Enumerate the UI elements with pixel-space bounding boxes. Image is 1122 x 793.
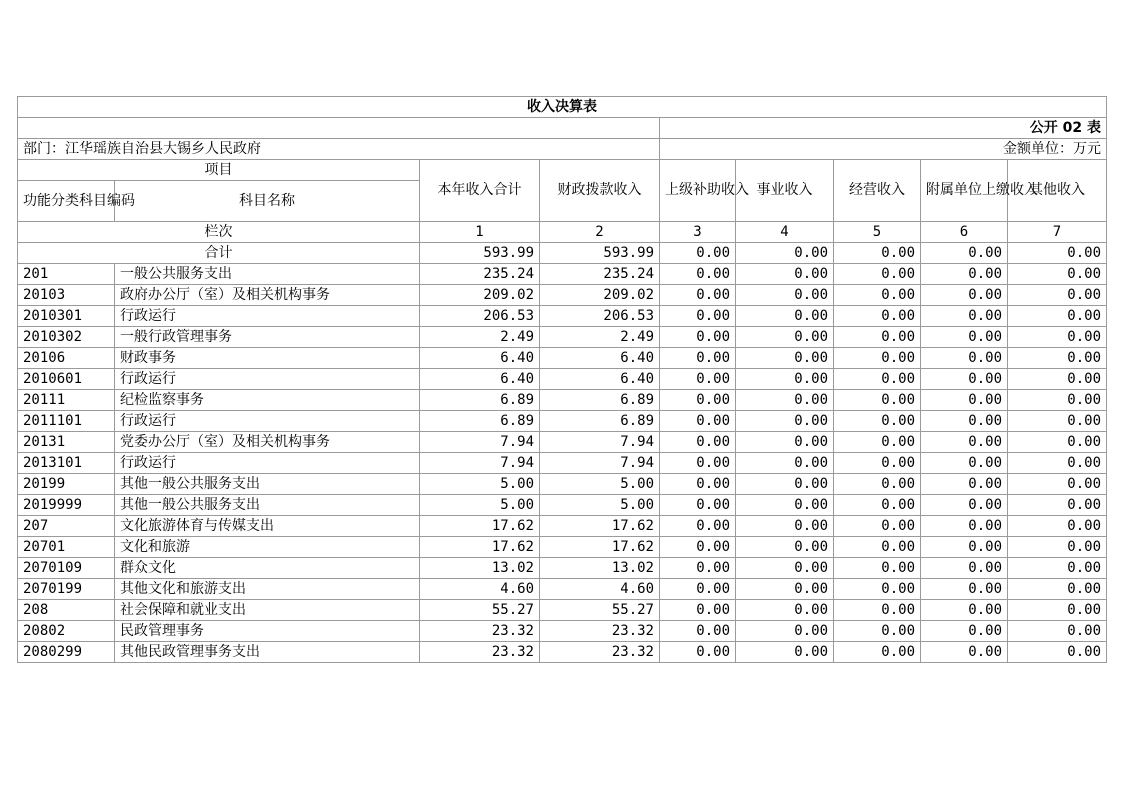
- row-value: 0.00: [834, 495, 921, 516]
- row-value: 0.00: [660, 390, 736, 411]
- row-code: 20103: [18, 285, 115, 306]
- row-code: 2010302: [18, 327, 115, 348]
- row-value: 0.00: [736, 390, 834, 411]
- row-value: 0.00: [834, 621, 921, 642]
- row-value: 2.49: [540, 327, 660, 348]
- row-value: 206.53: [420, 306, 540, 327]
- row-value: 23.32: [420, 642, 540, 663]
- table-row: [18, 621, 1107, 642]
- row-value: 0.00: [736, 432, 834, 453]
- row-value: 0.00: [736, 516, 834, 537]
- row-value: 0.00: [736, 642, 834, 663]
- row-name: 政府办公厅（室）及相关机构事务: [115, 285, 420, 306]
- row-value: 0.00: [660, 558, 736, 579]
- row-value: 0.00: [736, 306, 834, 327]
- row-value: 0.00: [736, 327, 834, 348]
- row-value: 0.00: [1008, 432, 1107, 453]
- table-row: [18, 642, 1107, 663]
- header-operating: 经营收入: [834, 160, 921, 222]
- row-value: 0.00: [660, 642, 736, 663]
- row-value: 209.02: [540, 285, 660, 306]
- row-name: 行政运行: [115, 411, 420, 432]
- total-value: 0.00: [834, 243, 921, 264]
- row-value: 0.00: [736, 411, 834, 432]
- row-value: 4.60: [420, 579, 540, 600]
- row-code: 2010301: [18, 306, 115, 327]
- row-value: 0.00: [1008, 453, 1107, 474]
- row-value: 0.00: [660, 537, 736, 558]
- row-name: 纪检监察事务: [115, 390, 420, 411]
- row-code: 201: [18, 264, 115, 285]
- row-value: 55.27: [540, 600, 660, 621]
- row-value: 206.53: [540, 306, 660, 327]
- total-value: 593.99: [420, 243, 540, 264]
- column-index-label: 栏次: [18, 222, 420, 243]
- row-value: 0.00: [736, 558, 834, 579]
- row-code: 2080299: [18, 642, 115, 663]
- row-value: 0.00: [834, 516, 921, 537]
- row-value: 0.00: [660, 411, 736, 432]
- row-value: 0.00: [921, 516, 1008, 537]
- row-code: 20111: [18, 390, 115, 411]
- row-value: 0.00: [921, 306, 1008, 327]
- row-value: 0.00: [660, 600, 736, 621]
- header-total: 本年收入合计: [420, 160, 540, 222]
- row-value: 0.00: [660, 327, 736, 348]
- row-value: 0.00: [736, 264, 834, 285]
- row-value: 0.00: [660, 369, 736, 390]
- row-name: 文化和旅游: [115, 537, 420, 558]
- row-value: 209.02: [420, 285, 540, 306]
- row-value: 0.00: [834, 642, 921, 663]
- row-value: 0.00: [1008, 327, 1107, 348]
- row-value: 23.32: [420, 621, 540, 642]
- row-value: 0.00: [1008, 600, 1107, 621]
- table-row: [18, 285, 1107, 306]
- row-value: 0.00: [736, 348, 834, 369]
- header-other: 其他收入: [1008, 160, 1107, 222]
- row-value: 235.24: [540, 264, 660, 285]
- row-name: 行政运行: [115, 369, 420, 390]
- row-value: 17.62: [540, 537, 660, 558]
- row-value: 0.00: [921, 327, 1008, 348]
- row-value: 17.62: [420, 537, 540, 558]
- row-value: 0.00: [1008, 390, 1107, 411]
- table-row: [18, 411, 1107, 432]
- total-value: 0.00: [736, 243, 834, 264]
- table-row: [18, 369, 1107, 390]
- row-value: 17.62: [540, 516, 660, 537]
- row-code: 2013101: [18, 453, 115, 474]
- row-value: 0.00: [660, 621, 736, 642]
- row-value: 0.00: [834, 411, 921, 432]
- row-value: 0.00: [921, 558, 1008, 579]
- row-value: 0.00: [660, 264, 736, 285]
- row-name: 群众文化: [115, 558, 420, 579]
- column-index-number: 7: [1008, 222, 1107, 243]
- table-row: [18, 453, 1107, 474]
- row-value: 0.00: [834, 264, 921, 285]
- row-value: 0.00: [1008, 411, 1107, 432]
- row-value: 0.00: [736, 621, 834, 642]
- row-value: 0.00: [921, 411, 1008, 432]
- table-row: [18, 306, 1107, 327]
- row-value: 5.00: [540, 495, 660, 516]
- row-value: 0.00: [1008, 306, 1107, 327]
- table-row: [18, 558, 1107, 579]
- row-code: 2070199: [18, 579, 115, 600]
- row-value: 0.00: [834, 285, 921, 306]
- column-index-number: 4: [736, 222, 834, 243]
- total-value: 0.00: [921, 243, 1008, 264]
- row-value: 0.00: [660, 516, 736, 537]
- row-name: 财政事务: [115, 348, 420, 369]
- table-row: [18, 327, 1107, 348]
- row-value: 5.00: [420, 474, 540, 495]
- row-value: 7.94: [420, 453, 540, 474]
- row-value: 0.00: [921, 621, 1008, 642]
- row-value: 6.89: [540, 390, 660, 411]
- row-name: 行政运行: [115, 306, 420, 327]
- row-value: 0.00: [660, 306, 736, 327]
- table-row: [18, 474, 1107, 495]
- row-name: 一般行政管理事务: [115, 327, 420, 348]
- row-value: 0.00: [921, 537, 1008, 558]
- row-value: 0.00: [1008, 264, 1107, 285]
- row-value: 0.00: [736, 600, 834, 621]
- row-value: 2.49: [420, 327, 540, 348]
- row-value: 0.00: [736, 453, 834, 474]
- row-name: 其他一般公共服务支出: [115, 495, 420, 516]
- row-value: 5.00: [540, 474, 660, 495]
- row-value: 17.62: [420, 516, 540, 537]
- row-value: 0.00: [660, 579, 736, 600]
- row-value: 0.00: [736, 537, 834, 558]
- row-value: 0.00: [834, 369, 921, 390]
- row-value: 23.32: [540, 642, 660, 663]
- row-value: 0.00: [834, 600, 921, 621]
- table-row: [18, 432, 1107, 453]
- row-name: 行政运行: [115, 453, 420, 474]
- row-value: 0.00: [1008, 537, 1107, 558]
- row-code: 2010601: [18, 369, 115, 390]
- total-value: 0.00: [660, 243, 736, 264]
- row-value: 0.00: [736, 369, 834, 390]
- table-row: [18, 264, 1107, 285]
- row-code: 20199: [18, 474, 115, 495]
- row-value: 0.00: [736, 495, 834, 516]
- row-name: 其他民政管理事务支出: [115, 642, 420, 663]
- row-value: 0.00: [921, 495, 1008, 516]
- row-code: 20701: [18, 537, 115, 558]
- department-label: 部门：江华瑶族自治县大锡乡人民政府: [18, 139, 660, 160]
- row-value: 0.00: [834, 432, 921, 453]
- column-index-number: 3: [660, 222, 736, 243]
- row-value: 0.00: [834, 558, 921, 579]
- header-name: 科目名称: [115, 181, 420, 222]
- row-code: 2019999: [18, 495, 115, 516]
- row-value: 0.00: [834, 390, 921, 411]
- row-value: 6.40: [540, 369, 660, 390]
- row-value: 0.00: [921, 432, 1008, 453]
- row-name: 其他文化和旅游支出: [115, 579, 420, 600]
- row-value: 0.00: [660, 495, 736, 516]
- table-title: 收入决算表: [18, 97, 1107, 118]
- row-code: 208: [18, 600, 115, 621]
- header-upper: 上级补助收入: [660, 160, 736, 222]
- row-code: 20106: [18, 348, 115, 369]
- row-value: 0.00: [1008, 495, 1107, 516]
- row-value: 0.00: [736, 474, 834, 495]
- total-value: 0.00: [1008, 243, 1107, 264]
- row-value: 0.00: [1008, 516, 1107, 537]
- row-value: 235.24: [420, 264, 540, 285]
- row-value: 13.02: [540, 558, 660, 579]
- row-value: 0.00: [1008, 579, 1107, 600]
- row-value: 0.00: [834, 306, 921, 327]
- row-value: 7.94: [540, 453, 660, 474]
- row-code: 20802: [18, 621, 115, 642]
- row-value: 5.00: [420, 495, 540, 516]
- row-value: 0.00: [921, 264, 1008, 285]
- row-value: 0.00: [921, 348, 1008, 369]
- row-value: 23.32: [540, 621, 660, 642]
- column-index-number: 1: [420, 222, 540, 243]
- row-value: 0.00: [921, 285, 1008, 306]
- table-row: [18, 537, 1107, 558]
- row-code: 2011101: [18, 411, 115, 432]
- row-value: 0.00: [736, 285, 834, 306]
- row-value: 0.00: [921, 600, 1008, 621]
- table-row: [18, 348, 1107, 369]
- income-final-accounts-table: [17, 96, 1107, 663]
- column-index-number: 5: [834, 222, 921, 243]
- header-business: 事业收入: [736, 160, 834, 222]
- row-value: 13.02: [420, 558, 540, 579]
- row-code: 20131: [18, 432, 115, 453]
- row-name: 民政管理事务: [115, 621, 420, 642]
- total-label: 合计: [18, 243, 420, 264]
- row-name: 其他一般公共服务支出: [115, 474, 420, 495]
- row-value: 0.00: [660, 348, 736, 369]
- row-value: 0.00: [660, 453, 736, 474]
- row-value: 0.00: [921, 369, 1008, 390]
- spacer-cell: [18, 118, 660, 139]
- row-value: 0.00: [834, 453, 921, 474]
- column-index-number: 2: [540, 222, 660, 243]
- total-value: 593.99: [540, 243, 660, 264]
- row-value: 0.00: [660, 432, 736, 453]
- row-value: 0.00: [1008, 285, 1107, 306]
- row-value: 6.40: [420, 369, 540, 390]
- row-value: 0.00: [834, 537, 921, 558]
- row-value: 7.94: [420, 432, 540, 453]
- row-value: 0.00: [1008, 642, 1107, 663]
- row-name: 文化旅游体育与传媒支出: [115, 516, 420, 537]
- row-value: 0.00: [834, 474, 921, 495]
- row-name: 党委办公厅（室）及相关机构事务: [115, 432, 420, 453]
- row-value: 0.00: [1008, 621, 1107, 642]
- header-code: 功能分类科目编码: [18, 181, 115, 222]
- row-value: 0.00: [1008, 474, 1107, 495]
- row-value: 0.00: [921, 453, 1008, 474]
- row-value: 0.00: [1008, 558, 1107, 579]
- row-name: 一般公共服务支出: [115, 264, 420, 285]
- column-index-number: 6: [921, 222, 1008, 243]
- row-value: 0.00: [921, 474, 1008, 495]
- row-value: 0.00: [921, 642, 1008, 663]
- unit-label: 金额单位：万元: [660, 139, 1107, 160]
- row-value: 55.27: [420, 600, 540, 621]
- row-value: 6.89: [420, 390, 540, 411]
- row-code: 2070109: [18, 558, 115, 579]
- table-row: [18, 600, 1107, 621]
- header-item: 项目: [18, 160, 420, 181]
- table-row: [18, 495, 1107, 516]
- row-value: 0.00: [921, 579, 1008, 600]
- row-value: 0.00: [834, 348, 921, 369]
- row-value: 6.40: [540, 348, 660, 369]
- table-row: [18, 516, 1107, 537]
- row-value: 0.00: [1008, 369, 1107, 390]
- form-number: 公开 02 表: [660, 118, 1107, 139]
- row-value: 0.00: [921, 390, 1008, 411]
- row-value: 0.00: [660, 474, 736, 495]
- row-value: 7.94: [540, 432, 660, 453]
- table-row: [18, 579, 1107, 600]
- row-code: 207: [18, 516, 115, 537]
- row-value: 0.00: [834, 327, 921, 348]
- header-fiscal: 财政拨款收入: [540, 160, 660, 222]
- row-value: 0.00: [736, 579, 834, 600]
- row-name: 社会保障和就业支出: [115, 600, 420, 621]
- table-row: [18, 390, 1107, 411]
- row-value: 6.40: [420, 348, 540, 369]
- row-value: 6.89: [420, 411, 540, 432]
- row-value: 0.00: [1008, 348, 1107, 369]
- row-value: 6.89: [540, 411, 660, 432]
- row-value: 0.00: [660, 285, 736, 306]
- header-affiliated: 附属单位上缴收入: [921, 160, 1008, 222]
- row-value: 4.60: [540, 579, 660, 600]
- row-value: 0.00: [834, 579, 921, 600]
